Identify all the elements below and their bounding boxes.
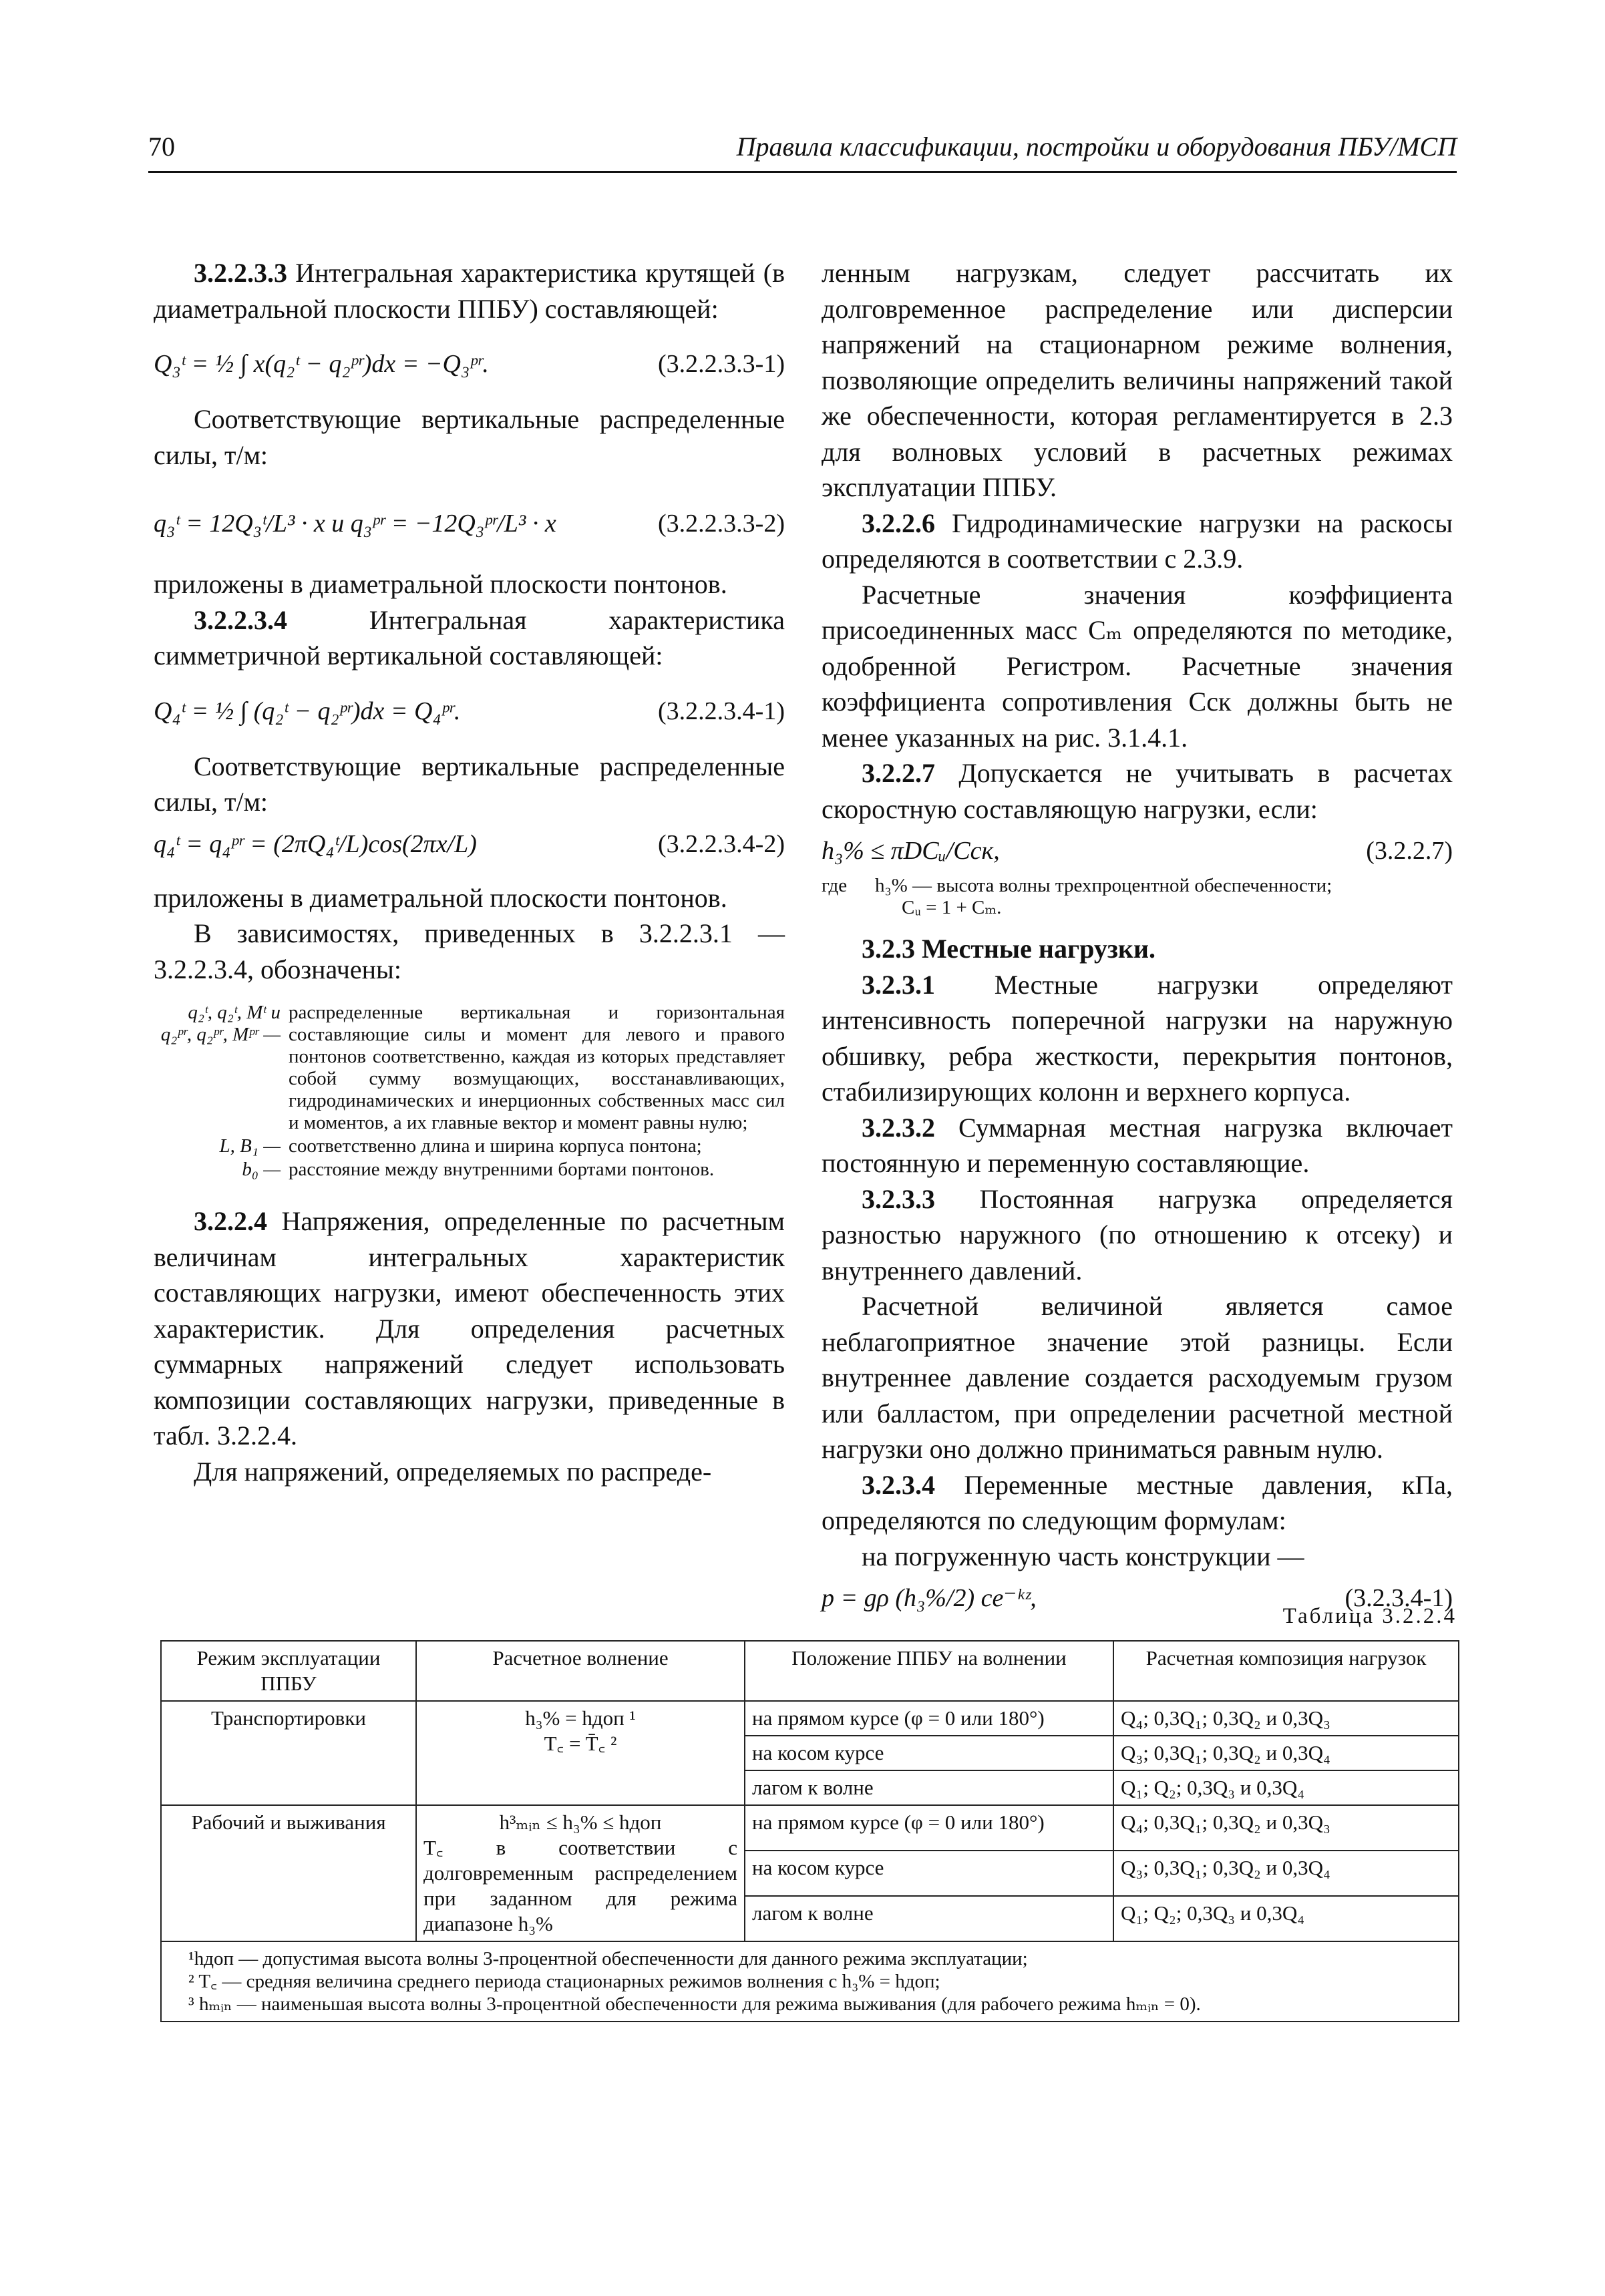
position-cell: на прямом курсе (φ = 0 или 180°) (745, 1805, 1113, 1851)
paragraph: Соответствующие вертикальные распределенные силы, т/м: (154, 751, 785, 817)
formula-body: h₃% ≤ πDCᵤ/Cск, (822, 837, 1000, 865)
formula-body: Q₄ᵗ = ½ ∫ (q₂ᵗ − q₂ᵖʳ)dx = Q₄ᵖʳ. (154, 697, 461, 725)
clause-number: 3.2.2.3.4 (194, 604, 287, 635)
position-cell: на косом курсе (745, 1851, 1113, 1896)
definition-symbol: b₀ — (242, 1159, 281, 1180)
clause-number: 3.2.3.1 (862, 969, 935, 1000)
where-line: Cᵤ = 1 + Cₘ. (902, 897, 1002, 918)
paragraph-text: Допускается не учитывать в расчетах скоростную составляющую нагрузки, если: (822, 758, 1453, 824)
paragraph: В зависимостях, приведенных в 3.2.2.3.1 — 3.2.2.3.4, обозначены: (154, 918, 785, 984)
running-title: Правила классификации, постройки и оборудования ПБУ/МСП (736, 132, 1457, 162)
formula-number: (3.2.2.3.3-1) (658, 350, 785, 378)
definition-symbol: q₂ᵗ, q₂ᵗ, Mᵗ и q₂ᵖʳ, q₂ᵖʳ, Mᵖʳ — (160, 1002, 281, 1045)
table-footnotes-row (161, 1941, 1459, 2022)
where-line: h₃% — высота волны трехпроцентной обеспеченности; (875, 875, 1332, 896)
definition-text: соответственно длина и ширина корпуса понтона; (289, 1135, 702, 1157)
paragraph-text: Интегральная характеристика крутящей (в диаметральной плоскости ППБУ) составляющей: (154, 258, 785, 324)
formula (822, 829, 1453, 871)
position-cell: лагом к волне (745, 1896, 1113, 1941)
table-row (161, 1701, 1459, 1736)
footnote: ¹hдоп — допустимая высота волны 3-процентной обеспеченности для данного режима эксплуатации; (188, 1948, 1028, 1969)
clause-number: 3.2.3.3 (862, 1183, 935, 1214)
definition-text: расстояние между внутренними бортами понтонов. (289, 1159, 715, 1180)
clause-number: 3.2.2.3.3 (194, 258, 287, 288)
paragraph: Соответствующие вертикальные распределенные силы, т/м: (154, 404, 785, 470)
formula-number: (3.2.2.3.4-1) (658, 697, 785, 725)
table-footnotes (161, 1941, 1459, 2022)
composition-cell: Q₃; 0,3Q₁; 0,3Q₂ и 0,3Q₄ (1113, 1851, 1459, 1896)
mode-cell: Рабочий и выживания (161, 1805, 416, 1941)
composition-cell: Q₁; Q₂; 0,3Q₃ и 0,3Q₄ (1113, 1896, 1459, 1941)
wave-line: T꜀ = T̄꜀ ² (544, 1732, 617, 1755)
paragraph (822, 1110, 1453, 1181)
paragraph: Расчетной величиной является самое неблагоприятное значение этой разницы. Если внутреннее давление создается расходуемым грузом или балластом, при определении расчетной местной нагрузки оно должно приниматься равным нулю. (822, 1291, 1453, 1464)
formula (154, 823, 785, 864)
paragraph-text: Интегральная характеристика симметричной вертикальной составляющей: (154, 604, 785, 671)
position-cell: на косом курсе (745, 1736, 1113, 1770)
where-label: где (822, 875, 848, 896)
table-header-row (161, 1641, 1459, 1701)
mode-cell: Транспортировки (161, 1701, 416, 1805)
page-number: 70 (148, 132, 175, 162)
clause-number: 3.2.2.4 (194, 1206, 267, 1236)
formula (154, 475, 785, 564)
column-header: Расчетное волнение (416, 1641, 745, 1701)
formula-number: (3.2.2.3.4-2) (658, 829, 785, 858)
paragraph-text: Суммарная местная нагрузка включает постоянную и переменную составляющие. (822, 1112, 1453, 1178)
definition (154, 1159, 785, 1181)
formula-number: (3.2.2.3.3-2) (658, 510, 785, 538)
paragraph (822, 506, 1453, 577)
definition-text: распределенные вертикальная и горизонтальная составляющие силы и момент для левого и правого понтонов соответственно, каждая из которых представляет собой сумму возмущающих, восстанавливающих, гидродинамических и инерционных собственных масс сил и моментов, а их главные вектор и момент равны нулю; (289, 1002, 785, 1133)
paragraph-text: Местные нагрузки определяют интенсивность поперечной нагрузки на наружную обшивку, ребра жесткости, перекрытия понтонов, стабилизирующих колонн и верхнего корпуса. (822, 969, 1453, 1107)
composition-cell: Q₄; 0,3Q₁; 0,3Q₂ и 0,3Q₃ (1113, 1805, 1459, 1851)
paragraph (822, 755, 1453, 827)
paragraph: Для напряжений, определяемых по распреде- (194, 1456, 712, 1487)
wave-cell (416, 1805, 745, 1941)
formula-number: (3.2.2.7) (1366, 837, 1453, 865)
formula (154, 677, 785, 746)
column-header: Расчетная композиция нагрузок (1113, 1641, 1459, 1701)
composition-cell: Q₃; 0,3Q₁; 0,3Q₂ и 0,3Q₄ (1113, 1736, 1459, 1770)
paragraph: Расчетные значения коэффициента присоединенных масс Cₘ определяются по методике, одобренной Регистром. Расчетные значения коэффициента сопротивления Cск должны быть не менее указанных на рис. 3.1.4.1. (822, 579, 1453, 753)
formula-body: Q₃ᵗ = ½ ∫ x(q₂ᵗ − q₂ᵖʳ)dx = −Q₃ᵖʳ. (154, 350, 489, 378)
formula-number: (3.2.3.4-1) (1345, 1584, 1453, 1612)
paragraph (154, 1203, 785, 1454)
paragraph-text: Постоянная нагрузка определяется разностью наружного (по отношению к отсеку) и внутреннего давлений. (822, 1183, 1453, 1286)
column-header: Положение ППБУ на волнении (745, 1641, 1113, 1701)
paragraph (822, 1181, 1453, 1289)
position-cell: лагом к волне (745, 1770, 1113, 1805)
paragraph: ленным нагрузкам, следует рассчитать их долговременное распределение или дисперсии напряжений на стационарном режиме волнения, позволяющие определить величины напряжений такой же обеспеченности, которая регламентируется в 2.3 для волновых условий в расчетных режимах эксплуатации ППБУ. (822, 258, 1453, 502)
formula (154, 329, 785, 399)
paragraph (154, 602, 785, 674)
paragraph (822, 967, 1453, 1110)
spacer (154, 987, 785, 1000)
footnote: ² T꜀ — средняя величина среднего периода стационарных режимов волнения с h₃% = hдоп; (188, 1971, 940, 1992)
paragraph-text: Переменные местные давления, кПа, определяются по следующим формулам: (822, 1469, 1453, 1535)
formula-body: p = gρ (h₃%/2) ce⁻ᵏᶻ, (822, 1584, 1037, 1612)
formula-body: q₄ᵗ = q₄ᵖʳ = (2πQ₄ᵗ/L)cos(2πx/L) (154, 829, 477, 858)
wave-line: h³ₘᵢₙ ≤ h₃% ≤ hдоп (499, 1810, 662, 1834)
header-rule (148, 171, 1457, 173)
wave-line: T꜀ в соответствии с долговременным распределением при заданном для режима диапазоне h₃% (423, 1836, 737, 1935)
table-row (161, 1805, 1459, 1851)
where-clause (822, 875, 1453, 919)
paragraph: приложены в диаметральной плоскости понтонов. (154, 569, 727, 599)
composition-cell: Q₄; 0,3Q₁; 0,3Q₂ и 0,3Q₃ (1113, 1701, 1459, 1736)
definitions-list (154, 1002, 785, 1181)
where-text (875, 875, 1453, 919)
paragraph (154, 255, 785, 327)
clause-number: 3.2.3.2 (862, 1112, 935, 1143)
footnote: ³ hₘᵢₙ — наименьшая высота волны 3-процентной обеспеченности для режима выживания (для рабочего режима hₘᵢₙ = 0). (188, 1993, 1201, 2015)
wave-line: h₃% = hдоп ¹ (525, 1706, 636, 1730)
definition (154, 1135, 785, 1157)
right-column (822, 255, 1453, 1621)
column-header: Режим эксплуатации ППБУ (161, 1641, 416, 1701)
paragraph-text: Гидродинамические нагрузки на раскосы определяются в соответствии с 2.3.9. (822, 508, 1453, 574)
formula-body: q₃ᵗ = 12Q₃ᵗ/L³ · x и q₃ᵖʳ = −12Q₃ᵖʳ/L³ · x (154, 510, 556, 538)
clause-number: 3.2.2.7 (862, 758, 935, 788)
spacer (154, 1181, 785, 1203)
section-heading: 3.2.3 Местные нагрузки. (862, 934, 1155, 964)
definition-symbol: L, B₁ — (219, 1135, 281, 1157)
composition-cell: Q₁; Q₂; 0,3Q₃ и 0,3Q₄ (1113, 1770, 1459, 1805)
paragraph: приложены в диаметральной плоскости понтонов. (154, 882, 727, 913)
position-cell: на прямом курсе (φ = 0 или 180°) (745, 1701, 1113, 1736)
clause-number: 3.2.3.4 (862, 1469, 935, 1500)
clause-number: 3.2.2.6 (862, 508, 935, 538)
left-column (154, 255, 785, 1489)
load-composition-table (160, 1640, 1459, 2022)
paragraph-text: Напряжения, определенные по расчетным величинам интегральных характеристик составляющих нагрузки, имеют обеспеченность этих характеристик. Для определения расчетных суммарных напряжений следует использовать композиции составляющих нагрузки, приведенные в табл. 3.2.2.4. (154, 1206, 785, 1451)
wave-cell (416, 1701, 745, 1805)
paragraph: на погруженную часть конструкции — (862, 1541, 1304, 1571)
table-caption: Таблица 3.2.2.4 (1282, 1604, 1457, 1628)
paragraph (822, 1467, 1453, 1539)
definition (154, 1002, 785, 1134)
spacer (154, 867, 785, 880)
